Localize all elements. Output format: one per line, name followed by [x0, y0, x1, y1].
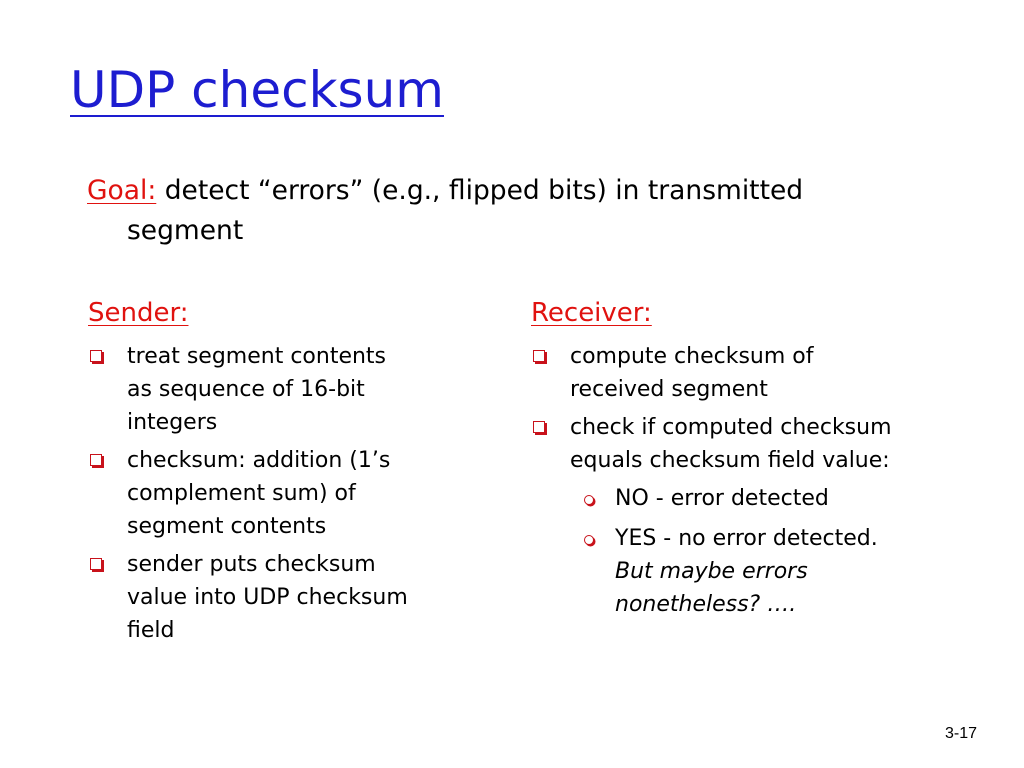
goal-label: Goal:	[87, 175, 157, 206]
sender-bullet-3	[88, 548, 488, 647]
bullet-text-line: treat segment contents	[127, 344, 387, 369]
receiver-bullet-list	[531, 340, 981, 628]
square-bullet-icon	[533, 350, 545, 362]
bullet-text-line: value into UDP checksum	[127, 585, 408, 610]
square-bullet-icon	[90, 350, 102, 362]
receiver-sub-bullet-list	[570, 482, 981, 621]
square-bullet-icon	[90, 454, 102, 466]
receiver-bullet-1	[531, 340, 981, 406]
bullet-text-line: complement sum) of	[127, 481, 356, 506]
sub-bullet-text-line: NO - error detected	[615, 486, 829, 511]
sender-bullet-list	[88, 340, 488, 652]
sub-bullet-italic-line: nonetheless? ….	[615, 592, 797, 617]
sender-bullet-2	[88, 444, 488, 543]
slide-title: UDP checksum	[70, 61, 444, 119]
bullet-text-line: sender puts checksum	[127, 552, 376, 577]
bullet-text-line: check if computed checksum	[570, 415, 892, 440]
square-bullet-icon	[90, 558, 102, 570]
goal-line-2: segment	[127, 215, 244, 246]
receiver-bullet-2	[531, 411, 981, 621]
sender-heading: Sender:	[88, 298, 189, 328]
bullet-text-line: field	[127, 618, 175, 643]
bullet-text-line: as sequence of 16-bit	[127, 377, 365, 402]
bullet-text-line: compute checksum of	[570, 344, 814, 369]
receiver-sub-bullet-yes	[570, 522, 981, 621]
receiver-sub-bullet-no	[570, 482, 981, 515]
goal-text: detect “errors” (e.g., flipped bits) in transmitted	[156, 175, 804, 206]
square-bullet-icon	[533, 421, 545, 433]
bullet-text-line: segment contents	[127, 514, 327, 539]
sub-bullet-italic-line: But maybe errors	[615, 559, 808, 584]
goal-line-1	[87, 171, 987, 211]
page-number: 3-17	[944, 725, 977, 742]
bullet-text-line: checksum: addition (1’s	[127, 448, 391, 473]
circle-bullet-icon	[584, 535, 594, 545]
bullet-text-line: integers	[127, 410, 218, 435]
circle-bullet-icon	[584, 495, 594, 505]
sender-bullet-1	[88, 340, 488, 439]
goal-statement	[87, 171, 987, 251]
bullet-text-line: received segment	[570, 377, 768, 402]
sub-bullet-text-line: YES - no error detected.	[615, 526, 878, 551]
receiver-heading: Receiver:	[531, 298, 652, 328]
bullet-text-line: equals checksum field value:	[570, 448, 890, 473]
